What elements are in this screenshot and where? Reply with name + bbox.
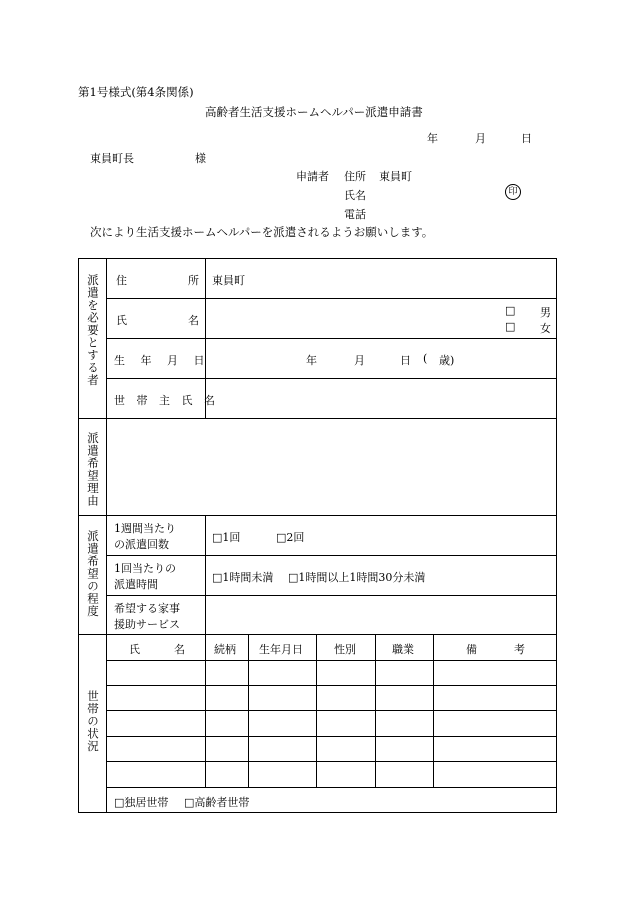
- per-visit-label-1: 1回当たりの: [114, 562, 176, 575]
- elderly-household-option[interactable]: □高齢者世帯: [184, 796, 250, 809]
- section-label-recipient: 派遣を必要とする者: [86, 274, 100, 387]
- sex-male-label: 男: [540, 306, 551, 319]
- householder-label: 世 帯 主 氏 名: [114, 394, 219, 407]
- address-label-a: 住: [116, 274, 127, 287]
- service-label-1: 希望する家事: [114, 602, 180, 615]
- dob-year: 年: [306, 354, 317, 367]
- form-title: 高齢者生活支援ホームヘルパー派遣申請書: [205, 105, 423, 119]
- applicant-address-value: 東員町: [379, 170, 412, 183]
- dob-age: 歳): [439, 354, 455, 367]
- applicant-phone-label: 電話: [344, 208, 366, 221]
- per-visit-option-2[interactable]: □1時間以上1時間30分未満: [288, 571, 426, 584]
- request-text: 次により生活支援ホームヘルパーを派遣されるようお願いします。: [90, 225, 434, 239]
- recipient-address-value: 東員町: [212, 274, 245, 287]
- col-dob: 生年月日: [259, 643, 303, 656]
- sex-male-checkbox[interactable]: □: [505, 304, 516, 317]
- date-month-label: 月: [475, 132, 486, 145]
- service-label-2: 援助サービス: [114, 618, 180, 631]
- name-label-b: 名: [188, 314, 199, 327]
- name-label-a: 氏: [116, 314, 127, 327]
- per-visit-label-2: 派遣時間: [114, 578, 158, 591]
- address-label-b: 所: [188, 274, 199, 287]
- col-name-b: 名: [174, 643, 185, 656]
- section-label-household: 世帯の状況: [86, 690, 100, 753]
- dob-day: 日: [400, 354, 411, 367]
- col-sex: 性別: [334, 643, 356, 656]
- applicant-name-label: 氏名: [344, 189, 366, 202]
- dob-month: 月: [354, 354, 365, 367]
- col-note-a: 備: [466, 643, 477, 656]
- sex-female-label: 女: [540, 322, 551, 335]
- col-name-a: 氏: [129, 643, 140, 656]
- addressee: 東員町長: [90, 152, 134, 165]
- honorific: 様: [195, 152, 206, 165]
- weekly-label-1: 1週間当たり: [114, 522, 176, 535]
- applicant-address-label: 住所: [344, 170, 366, 183]
- form-number: 第1号様式(第4条関係): [78, 85, 194, 99]
- weekly-option-2[interactable]: □2回: [276, 531, 305, 544]
- seal-mark: 印: [505, 184, 521, 200]
- sex-female-checkbox[interactable]: □: [505, 320, 516, 333]
- applicant-label: 申請者: [296, 170, 329, 183]
- per-visit-option-1[interactable]: □1時間未満: [212, 571, 274, 584]
- date-day-label: 日: [521, 132, 532, 145]
- date-year-label: 年: [427, 132, 438, 145]
- section-label-degree: 派遣希望の程度: [86, 530, 100, 618]
- dob-age-open: (: [423, 352, 428, 365]
- single-household-option[interactable]: □独居世帯: [114, 796, 169, 809]
- col-job: 職業: [392, 643, 414, 656]
- col-note-b: 考: [514, 643, 525, 656]
- weekly-option-1[interactable]: □1回: [212, 531, 241, 544]
- section-label-reason: 派遣希望理由: [86, 432, 100, 507]
- col-relation: 続柄: [214, 643, 236, 656]
- weekly-label-2: の派遣回数: [114, 538, 169, 551]
- reason-field[interactable]: [107, 419, 556, 515]
- dob-label: 生 年 月 日: [114, 354, 211, 367]
